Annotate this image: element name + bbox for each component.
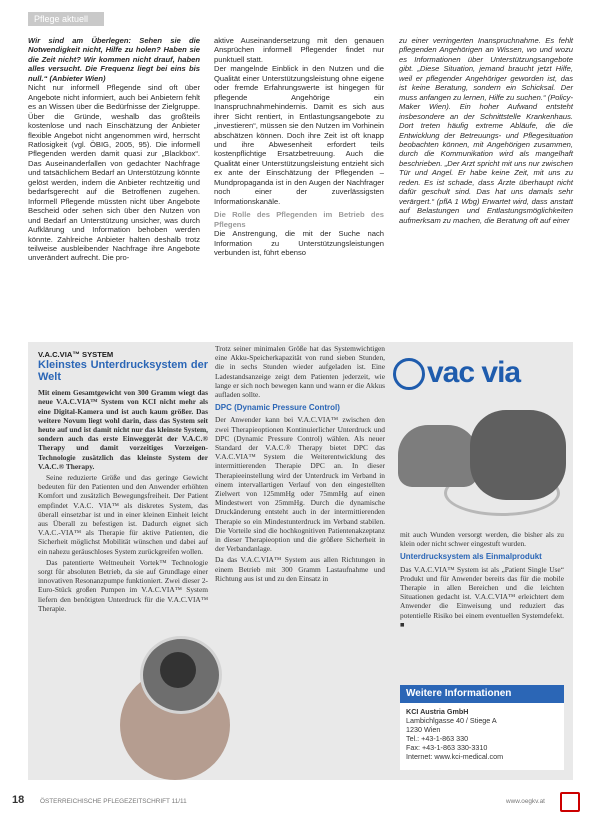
body-text: zu einer verringerten Inanspruchnahme. Es fehlt pflegenden Angehörigen an Wissen, wo und wozu es Informationen über Unterstützungsangebote gibt. „Diese Situation, jemand braucht jetzt Hilfe, weil er pflegender Angehöriger geworden ist, das ist keine Beratung, sondern ein Schicksal. Der muss anfangen zu lernen, Hilfe zu suchen.“ (Policy-Maker Wien). Ein hoher Aufwand entsteht insbesondere an der Schnittstelle Krankenhaus. Dort treten häufig extreme Abläufe, die die Entwicklung der Betreuungs- und Pflegesituation beobachten können, mit Angehörigen zusammen, durch die Kommunikation wird als mangelhaft beschrieben. „Der Arzt spricht mit uns nur zwischen Tür und Angel. Er habe keine Zeit, mit uns zu reden. Es ist schade, dass Ärzte überhaupt nicht dafür geschult sind. Das hat uns damals sehr verärgert.“ (pflA 1 Wbg) Erwartet wird, dass anstatt auf Belastungen und Entlastungsmöglichkeiten aufmerksam zu machen, die Beratung oft auf einer [399,36,573,225]
box-text: Trotz seiner minimalen Größe hat das Systemwichtigen eine Akku-Speicherkapazität von rund sieben Stunden, die in sechs Stunden wieder aufgeladen ist. Eine Ladestandsanzeige zeigt dem Patienten jederzeit, wie lange er sich noch bewegen kann und wann er die Akkus aufladen sollte. [215,344,385,400]
info-line: Lambichlgasse 40 / Stiege A [406,716,497,725]
info-line: 1230 Wien [406,725,441,734]
article-column-2 [214,36,384,257]
info-box [400,685,564,770]
body-text: Der mangelnde Einblick in den Nutzen und die Qualität einer Unterstützungsleistung ohne eigene oder fremde Erfahrungswerte ist hingegen für pflegende Angehörige ein Inanspruchnahmehindernis. Damit es sich aus ihrer Sicht rentiert, in Entlastungsangebote zu „investieren“, müssen sie den Nutzen im Vorhinein abschätzen können. Doch ihre Zeit ist oft knapp und ihre Abwesenheit erfordert teils kostenpflichtige Ersatzbetreuung. Auch die Qualität einer Unterstützungsleistung entzieht sich ex ante der Einschätzung der Pflegenden – Mundpropaganda ist in den Augen der Nachfrager noch einer der zuverlässigsten Informationskanäle. [214,64,384,206]
box-text: Da das V.A.C.VIA™ System aus allen Richtungen in einem Betrieb mit 300 Gramm Lastaufnahme und Richtung aus ist und zu den Einsatz in [215,555,385,583]
box-text: Das patentierte Weltneuheit Vortek™ Technologie sorgt für absoluten Betrieb, da sie auf Grundlage einer innovativen Resonanzpumpe funktioniert. Zwei dieser 2-Euro-Stück großen Pumpen im V.A.C.VIA™ System liefern den benötigten Unterdruck für die V.A.C.VIA™ Therapie. [38,557,208,613]
box-text: mit auch Wunden versorgt werden, die bisher als zu klein oder nicht schwer eingestuft wurden. [400,530,564,549]
article-column-1 [28,36,200,263]
box-title: Kleinstes Unterdrucksystem der Welt [38,359,208,384]
page-footer [0,796,602,816]
body-text: Die Anstrengung, die mit der Suche nach Information zu Unterstützungsleistungen verbunden ist, führt ebenso [214,229,384,257]
intro-quote: Wir sind am Überlegen: Sehen sie die Notwendigkeit nicht, Hilfe zu holen? Haben sie die Zeit nicht? Wir kommen nicht drauf, haben alles versucht. Die Frequenz liegt bei eins bis null.“ (Anbieter Wien) [28,36,200,83]
box-subheading: Unterdrucksystem als Einmalprodukt [400,552,542,562]
box-kicker: V.A.C.VIA™ SYSTEM [38,350,114,359]
page-number: 18 [12,794,25,806]
footer-url[interactable]: www.oegkv.at [506,798,545,805]
logo-circle-icon [393,358,425,390]
subheading: Die Rolle des Pflegenden im Betrieb des Pflegens [214,210,384,229]
info-company: KCI Austria GmbH [406,707,469,716]
hand-holding-device-image [110,630,240,790]
publisher-logo-icon [560,792,580,812]
section-tag: Pflege aktuell [28,12,104,26]
box-lead: Mit einem Gesamtgewicht von 300 Gramm wiegt das neue V.A.C.VIA™ System von KCI nicht mehr als eine Digital-Kamera und ist auch kaum größer. Das weitere Novum liegt wohl darin, dass das System seit heute auf und ist damit nicht nur das kleinste System, sondern auch das erste Einweggerät der V.A.C.® Therapy und damit vorzeitiges Vorzeigen-Technologie zusätzlich das kleinste System der V.A.C.® Therapy. [38,388,208,471]
box-column-1 [38,350,208,613]
device-pump-image [470,410,566,500]
footer-journal: ÖSTERREICHISCHE PFLEGEZEITSCHRIFT 11/11 [40,798,187,805]
info-line: Fax: +43-1-863 330-3310 [406,743,488,752]
box-text: Der Anwender kann bei V.A.C.VIA™ zwischen den zwei Therapieoptionen Kontinuierlicher Unterdruck und DPC (Dynamic Pressure Control) wählen. Als neuer Standard der V.A.C.® Therapy bietet DPC das V.A.C.VIA™ System die Weiterentwicklung des intermittierenden Therapie DPC an. In dieser Therapieeinstellung wird der Unterdruck im Verband in einem intervallartigen Verlauf von den eingestellten Zielwert von 125mmHg oder 75mmHg auf einen Mindestwert von 25mmHg. Durch die dynamische Druckänderung entsteht auch in der intermittierenden Therapie so ein Mindestunterdruck im Verband stabilen. Die Vorteile sind die hochkognitiven Patientenakzeptanz in dieser Therapieoption und die größere Sicherheit in der Verbandanlage. [215,415,385,554]
box-column-2 [215,344,385,583]
info-lines [400,703,564,765]
box-subheading: DPC (Dynamic Pressure Control) [215,403,340,413]
box-text: Das V.A.C.VIA™ System ist als „Patient Single Use“ Produkt und für Anwender bereits das für die mobile Therapie in allen Bereichen und die leichten Situationen gedacht ist. V.A.C.VIA™ erleichtert dem Anwender die Einweisung und reduziert das potentielle Risiko bei einem eventuellen Systemdefekt. ■ [400,564,564,629]
article-column-3 [399,36,573,225]
box-column-3 [400,530,564,629]
info-link[interactable]: Internet: www.kci-medical.com [406,752,504,761]
vacvia-logo [393,352,563,392]
box-text: Seine reduzierte Größe und das geringe Gewicht bedeuten für den Patienten und den Anwender erhöhten Komfort und zusätzlich Bewegungsfreiheit. Der Patient empfindet V.A.C. VIA™ als diskretes System, das überall einsetzbar ist und in einer kleinen Einheit leicht aus Überall zu befestigen ist. Dadurch eignet sich V.A.C.-VIA™ als Therapie für aktive Patienten, die Sicherheit möglichst Mobilität wünschen und dabei auf ein nahezu geräuschloses System zurückgreifen wollen. [38,473,208,556]
body-text: Nicht nur informell Pflegende sind oft über Angebote nicht informiert, auch bei Anbietern fehlt es an Wissen über die Bedürfnisse der Zielgruppe. Über die Gründe, weshalb das großteils kostenlose und nach Einschätzung der Anbieter flexible Angebot nicht angenommen wird, herrscht Ratlosigkeit (vgl. ÖBIG, 2005, 95). Die informell Pflegenden werden damit quasi zur „Blackbox“. Das Auseinanderfallen von gedachter Nachfrage und tatsächlichem Bedarf an Unterstützung könnte gelöst werden, indem die Anbieter rechtzeitig und bedarfsgerecht auf die Betroffenen zugehen. Informell Pflegende müssten nicht über Angebote Bescheid oder sehen sich über den Nutzen von und Bedarf an Unterstützung unsicher, was durch Aufklärung und Information behoben werden könnte. Zahlreiche Anbieter halten deshalb trotz teilweise ausbleibender Nachfrage ihre Angebote unverändert aufrecht. Die pro- [28,83,200,263]
info-line: Tel.: +43-1-863 330 [406,734,469,743]
device-canister-image [398,425,478,487]
info-title: Weitere Informationen [400,685,564,703]
device-display [160,652,196,688]
body-text: aktive Auseinandersetzung mit den genauen Ansprüchen informell Pflegender findet nur punktuell statt. [214,36,384,64]
logo-wordmark: vac via [427,356,521,389]
